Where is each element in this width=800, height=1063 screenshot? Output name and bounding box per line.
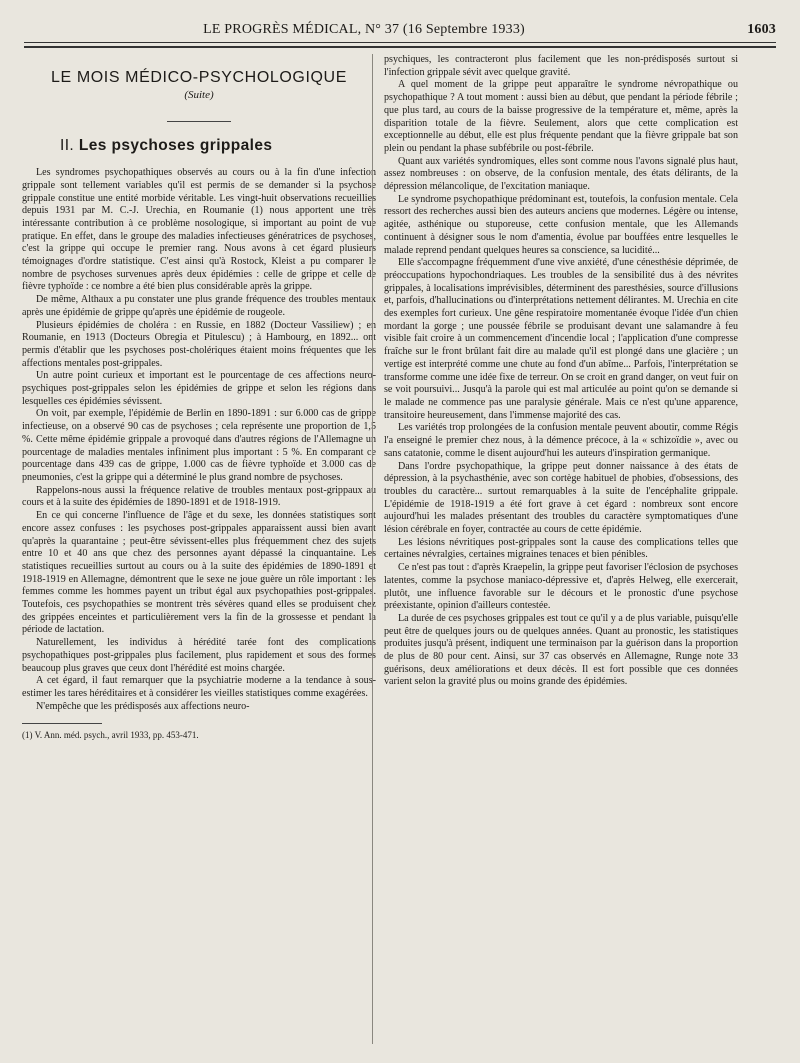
paragraph: Plusieurs épidémies de choléra : en Russie, en 1882 (Docteur Vassiliew) ; en Roumanie, en 1913 (Docteurs Obregia et Pitulescu) ; à Hambourg, en 1892... ont permis d'établir que les psychoses post-cholériques étaient moins fréquentes que les affections mentales post-grippales. xyxy=(22,319,376,369)
running-title: LE PROGRÈS MÉDICAL, N° 37 (16 Septembre 1933) xyxy=(203,22,525,37)
footnote-rule xyxy=(22,723,102,724)
paragraph: Quant aux variétés syndromiques, elles sont comme nous l'avons signalé plus haut, assez nombreuses : on observe, de la confusion mentale, des états délirants, de la dépression mélancolique, de l'excitation maniaque. xyxy=(384,155,738,193)
title-separator xyxy=(167,121,231,122)
paragraph: Les lésions névritiques post-grippales sont la cause des complications telles que certaines névralgies, certaines migraines tenaces et bien pénibles. xyxy=(384,536,738,561)
section-title: LE MOIS MÉDICO-PSYCHOLOGIQUE xyxy=(51,69,347,86)
paragraph: Dans l'ordre psychopathique, la grippe peut donner naissance à des états de dépression, à la psychasthénie, avec son cortège habituel de phobies, d'obsessions, des troubles du caractère... surtout remarquables à la suite de l'encéphalite grippale. L'épidémie de 1918-1919 a été fort grave à cet égard : nombreux sont encore aujourd'hui les malades présentant des troubles du caractère symptomatiques d'une lésion cérébrale en foyer, contractée au cours de cette épidémie. xyxy=(384,460,738,536)
page-number: 1603 xyxy=(747,22,776,37)
paragraph: La durée de ces psychoses grippales est tout ce qu'il y a de plus variable, puisqu'elle peut être de quelques jours ou de quelques années. Quant au pronostic, les statistiques produites jusqu'à présent, indiquent une terminaison par la guérison dans la proportion de plus de 80 pour cent. Ainsi, sur 37 cas observés en Allemagne, Runge note 33 guérisons, deux améliorations et deux décès. Il est fort possible que ces données varient selon la gravité plus ou moins grande des épidémies. xyxy=(384,612,738,688)
paragraph: N'empêche que les prédisposés aux affections neuro- xyxy=(36,700,250,712)
section-subtitle: (Suite) xyxy=(184,88,214,101)
header-rule xyxy=(24,42,776,43)
paragraph: De même, Althaux a pu constater une plus grande fréquence des troubles mentaux après une épidémie de grippe qu'après une épidémie de rougeole. xyxy=(22,294,376,318)
column-divider xyxy=(372,54,373,1044)
paragraph: On voit, par exemple, l'épidémie de Berlin en 1890-1891 : sur 6.000 cas de grippe infectieuse, on a observé 90 cas de psychoses ; cela représente une proportion de 1,5 %. Cette même épidémie grippale a provoqué dans d'autres régions de l'Allemagne un pourcentage de maladies mentales infiniment plus important : 5 %. En comparant ce pourcentage dans 439 cas de grippe, 1.000 cas de fièvre typhoïde et 3.000 cas de pneumonies, c'est la grippe qui a déterminé le plus grand nombre de psychoses. xyxy=(22,408,376,483)
paragraph: psychiques, les contracteront plus facilement que les non-prédisposés surtout si l'infection grippale sévit avec quelque gravité. xyxy=(384,54,738,78)
paragraph: Ce n'est pas tout : d'après Kraepelin, la grippe peut favoriser l'éclosion de psychoses latentes, comme la psychose maniaco-dépressive et, d'après Helweg, elle exercerait, plutôt, une influence favorable sur le décours et le pronostic d'une psychose préexistante, opinion d'ailleurs contestée. xyxy=(384,562,738,612)
paragraph: Elle s'accompagne fréquemment d'une vive anxiété, d'une cénesthésie déprimée, de préoccupations hypochondriaques. Les troubles de la sensibilité dus à des névrites grippales, à localisations imprévisibles, déterminent des paresthésies, source d'illusions et, parfois, d'hallucinations ou d'interprétations nettement délirantes. M. Urechia en cite des exemples fort curieux. Une gêne respiratoire momentanée évoque l'idée d'un chien mordant la gorge ; une poussée fébrile se produisant devant une salamandre à feu visible fait croire à un commencement d'incendie local ; l'application d'une compresse fraîche sur le front brûlant fait dire au malade qu'il est plongé dans une glacière ; un vertige est interprété comme une chute au fond d'un abîme... Parfois, l'interprétation se transforme comme une idée fixe de terreur. On se croit en grand danger, on veut fuir on se voit poursuivi... Jusqu'à la parole qui est mal articulée au point qu'on se demande si le malade ne commence pas une paralysie générale. Mais ce n'est qu'une apparence, transitoire heureusement, dans l'immense majorité des cas. xyxy=(384,257,738,421)
paragraph: En ce qui concerne l'influence de l'âge et du sexe, les données statistiques sont encore assez confuses : les psychoses post-grippales apparaissent aussi bien avant qu'après la quarantaine ; peut-être sévissent-elles plus fréquemment chez des sujets entre 10 et 40 ans que chez des personnes ayant dépassé la cinquantaine. Les statistiques recueillies surtout au cours ou à la suite des épidémies de 1890-1891 et 1918-1919 en Allemagne, démontrent que le sexe ne joue guère un rôle important : les femmes comme les hommes payent un tribut égal aux psychopathies post-grippales. Toutefois, ces psychopathies se montrent très sévères quand elles se produisent chez des grippées enceintes et particulièrement vers la fin de la grossesse et pendant la période de lactation. xyxy=(22,510,376,636)
paragraph: Le syndrome psychopathique prédominant est, toutefois, la confusion mentale. Cela ressort des recherches aussi bien des auteurs anciens que modernes. Légère ou intense, agitée, asthénique ou stuporeuse, cette confusion mentale, que les Allemands continuent à désigner sous le nom d'amentia, évolue par bouffées entre lesquelles le malade reprend pendant quelques heures sa conscience, sa lucidité... xyxy=(384,193,738,256)
page-header xyxy=(24,18,776,42)
paragraph: Les variétés trop prolongées de la confusion mentale peuvent aboutir, comme Régis l'a enseigné le premier chez nous, à la démence précoce, à la « schizoïdie », avec ou sans catatonie, comme le disent aujourd'hui les auteurs d'inspiration germanique. xyxy=(384,422,738,459)
header-rule-thick xyxy=(24,46,776,48)
paragraph: Naturellement, les individus à hérédité tarée font des complications psychopathiques post-grippales plus facilement, plus rapidement et sous des formes beaucoup plus graves que ceux dont l'hérédité est moins chargée. xyxy=(22,637,376,674)
paragraph: A quel moment de la grippe peut apparaître le syndrome névropathique ou psychopathique ? A tout moment : aussi bien au début, que pendant la période fébrile ; que plus tard, au cours de la baisse progressive de la température et, même, après la disparition totale de la fièvre. Seulement, alors que cette complication est exceptionnelle au début, elle est plus fréquente pendant que la fièvre grippale bat son plein ou pendant la phase subfébrile ou post-fébrile. xyxy=(384,79,738,154)
paragraph: Les syndromes psychopathiques observés au cours ou à la fin d'une infection grippale sont tellement variables qu'il est permis de se demander si la psychose grippale constitue une entité morbide véritable. Les vingt-huit observations recueillies depuis 1931 par M. C.-J. Urechia, en Roumanie (1) nous apportent une très intéressante contribution à ce problème nosologique, si important au point de vue pratique. En effet, dans le groupe des maladies infectieuses génératrices de psychoses, c'est la grippe qui occupe le premier rang. Nous avons à cet égard plusieurs témoignages d'ordre statistique. C'est ainsi qu'à Rostock, Kleist a pu comparer le nombre de psychoses survenues après deux épidémies : celle de grippe et celle de fièvre typhoïde : ce nombre a été bien plus considérable après la grippe. xyxy=(22,167,376,293)
right-column xyxy=(384,54,738,689)
chapter-heading xyxy=(60,137,376,155)
chapter-number: II. xyxy=(60,137,75,155)
paragraph: A cet égard, il faut remarquer que la psychiatrie moderne a la tendance à sous-estimer les tares héréditaires et à considérer les vieilles statistiques comme exagérées. xyxy=(22,675,376,699)
chapter-title: Les psychoses grippales xyxy=(78,137,273,155)
paragraph: Un autre point curieux et important est le pourcentage de ces affections neuro-psychiques post-grippales selon les épidémies de grippe et selon les régions dans lesquelles ces épidémies sévissent. xyxy=(22,370,376,407)
footnote: (1) V. Ann. méd. psych., avril 1933, pp. 453-471. xyxy=(22,730,199,741)
left-column xyxy=(22,54,376,742)
paragraph: Rappelons-nous aussi la fréquence relative de troubles mentaux post-grippaux au cours et à la suite des épidémies de 1890-1891 et de 1918-1919. xyxy=(22,484,376,509)
